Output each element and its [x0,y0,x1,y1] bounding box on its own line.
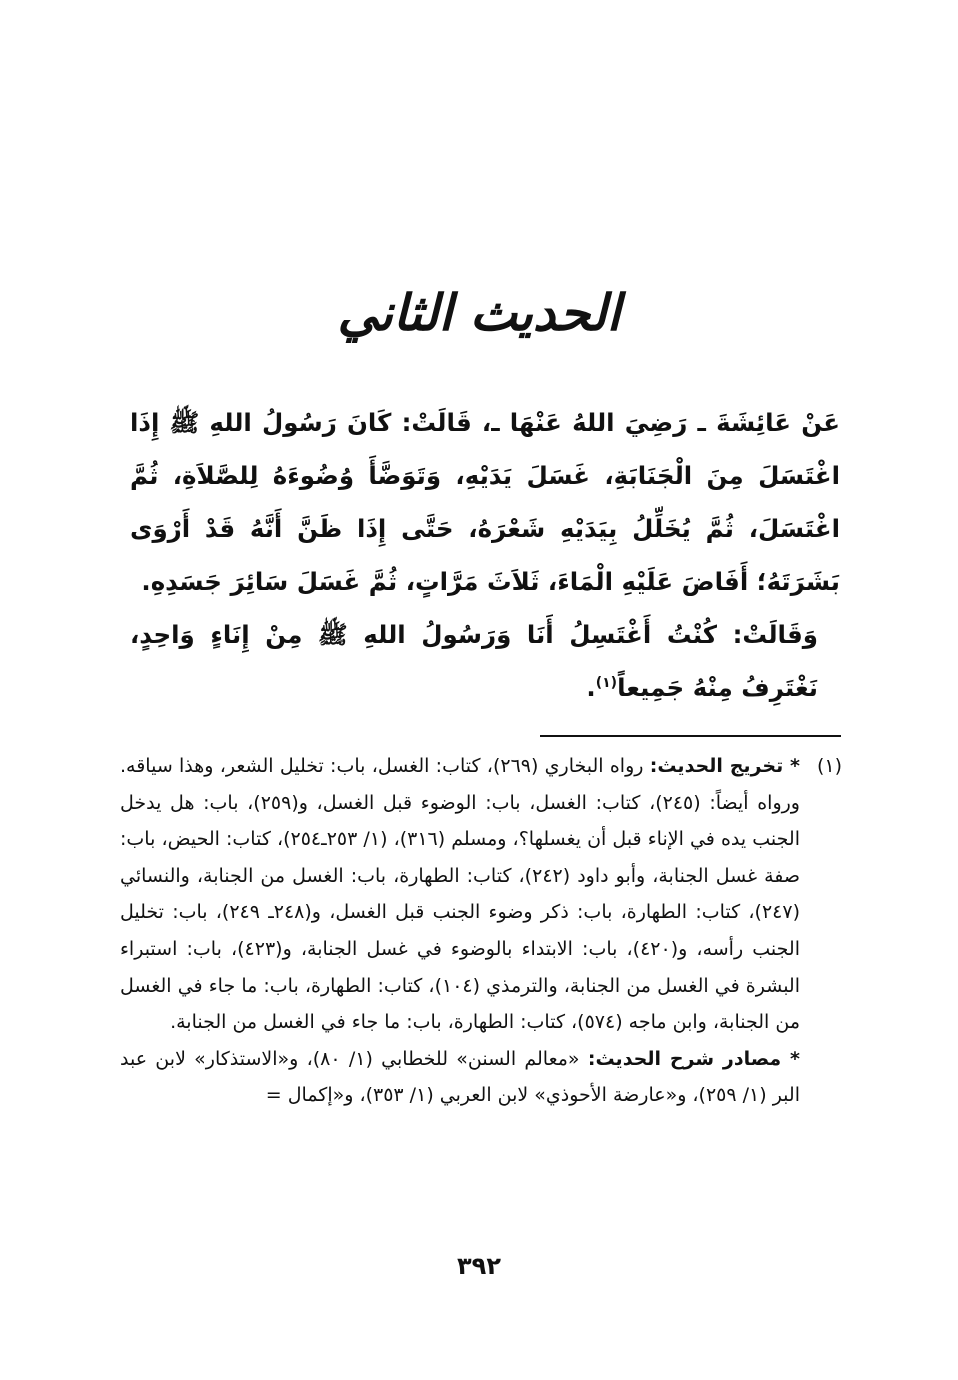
footnote-1 [120,748,842,1114]
footnote-reference[interactable]: (١) [595,674,618,691]
hadith-paragraph-2-text: وَقَالَتْ: كُنْتُ أَغْتَسِلُ أَنَا وَرَسُولُ اللهِ ﷺ مِنْ إِنَاءٍ وَاحِدٍ، نَغْتَرِفُ مِنْهُ جَمِيعاً [130,620,818,702]
sources-text: «معالم السنن» للخطابي (١/ ٨٠)، و«الاستذكار» لابن عبد البر (١/ ٢٥٩)، و«عارضة الأحوذي» لابن العربي (١/ ٣٥٣)، و«إكمال = [120,1047,800,1107]
chapter-heading: الحديث الثاني [337,283,621,342]
takhrij-label: * تخريج الحديث: [649,755,800,777]
hadith-paragraph-1: عَنْ عَائِشَةَ ـ رَضِيَ اللهُ عَنْهَا ـ، قَالَتْ: كَانَ رَسُولُ اللهِ ﷺ إِذَا اغْتَسَلَ مِنَ الْجَنَابَةِ، غَسَلَ يَدَيْهِ، وَتَوَضَّأَ وُضُوءَهُ لِلصَّلاَةِ، ثُمَّ اغْتَسَلَ، ثُمَّ يُخَلِّلُ بِيَدَيْهِ شَعْرَهُ، حَتَّى إِذَا ظَنَّ أَنَّهُ قَدْ أَرْوَى بَشَرَتَهُ؛ أَفَاضَ عَلَيْهِ الْمَاءَ، ثَلاَثَ مَرَّاتٍ، ثُمَّ غَسَلَ سَائِرَ جَسَدِهِ. [130,408,840,596]
closing-period: . [586,673,596,702]
footnote-body [120,748,800,1114]
takhrij-text: رواه البخاري (٢٦٩)، كتاب: الغسل، باب: تخليل الشعر، وهذا سياقه. ورواه أيضاً: (٢٤٥)، كتاب: الغسل، باب: الوضوء قبل الغسل، و(٢٥٩)، باب: هل يدخل الجنب يده في الإناء قبل أن يغسلها؟، ومسلم (٣١٦)، (١/ ٢٥٣ـ٢٥٤)، كتاب: الحيض، باب: صفة غسل الجنابة، وأبو داود (٢٤٢)، كتاب: الطهارة، باب: الغسل من الجنابة، والنسائي (٢٤٧)، كتاب: الطهارة، باب: ذكر وضوء الجنب قبل الغسل، و(٢٤٨ـ ٢٤٩)، باب: تخليل الجنب رأسه، و(٤٢٠)، باب: الابتداء بالوضوء في غسل الجنابة، و(٤٢٣)، باب: استبراء البشرة في الغسل من الجنابة، والترمذي (١٠٤)، كتاب: الطهارة، باب: ما جاء في الغسل من الجنابة، وابن ماجه (٥٧٤)، كتاب: الطهارة، باب: ما جاء في الغسل من الجنابة. [120,755,800,1034]
footnotes [120,748,842,1114]
takhrij-paragraph [120,748,800,1041]
sources-paragraph [120,1041,800,1114]
hadith-text [130,396,840,714]
hadith-paragraph-2 [130,608,840,714]
sources-label: * مصادر شرح الحديث: [587,1047,800,1070]
footnote-number: (١) [816,755,842,777]
footnote-separator [540,735,841,737]
page-number: ٣٩٢ [457,1252,501,1280]
